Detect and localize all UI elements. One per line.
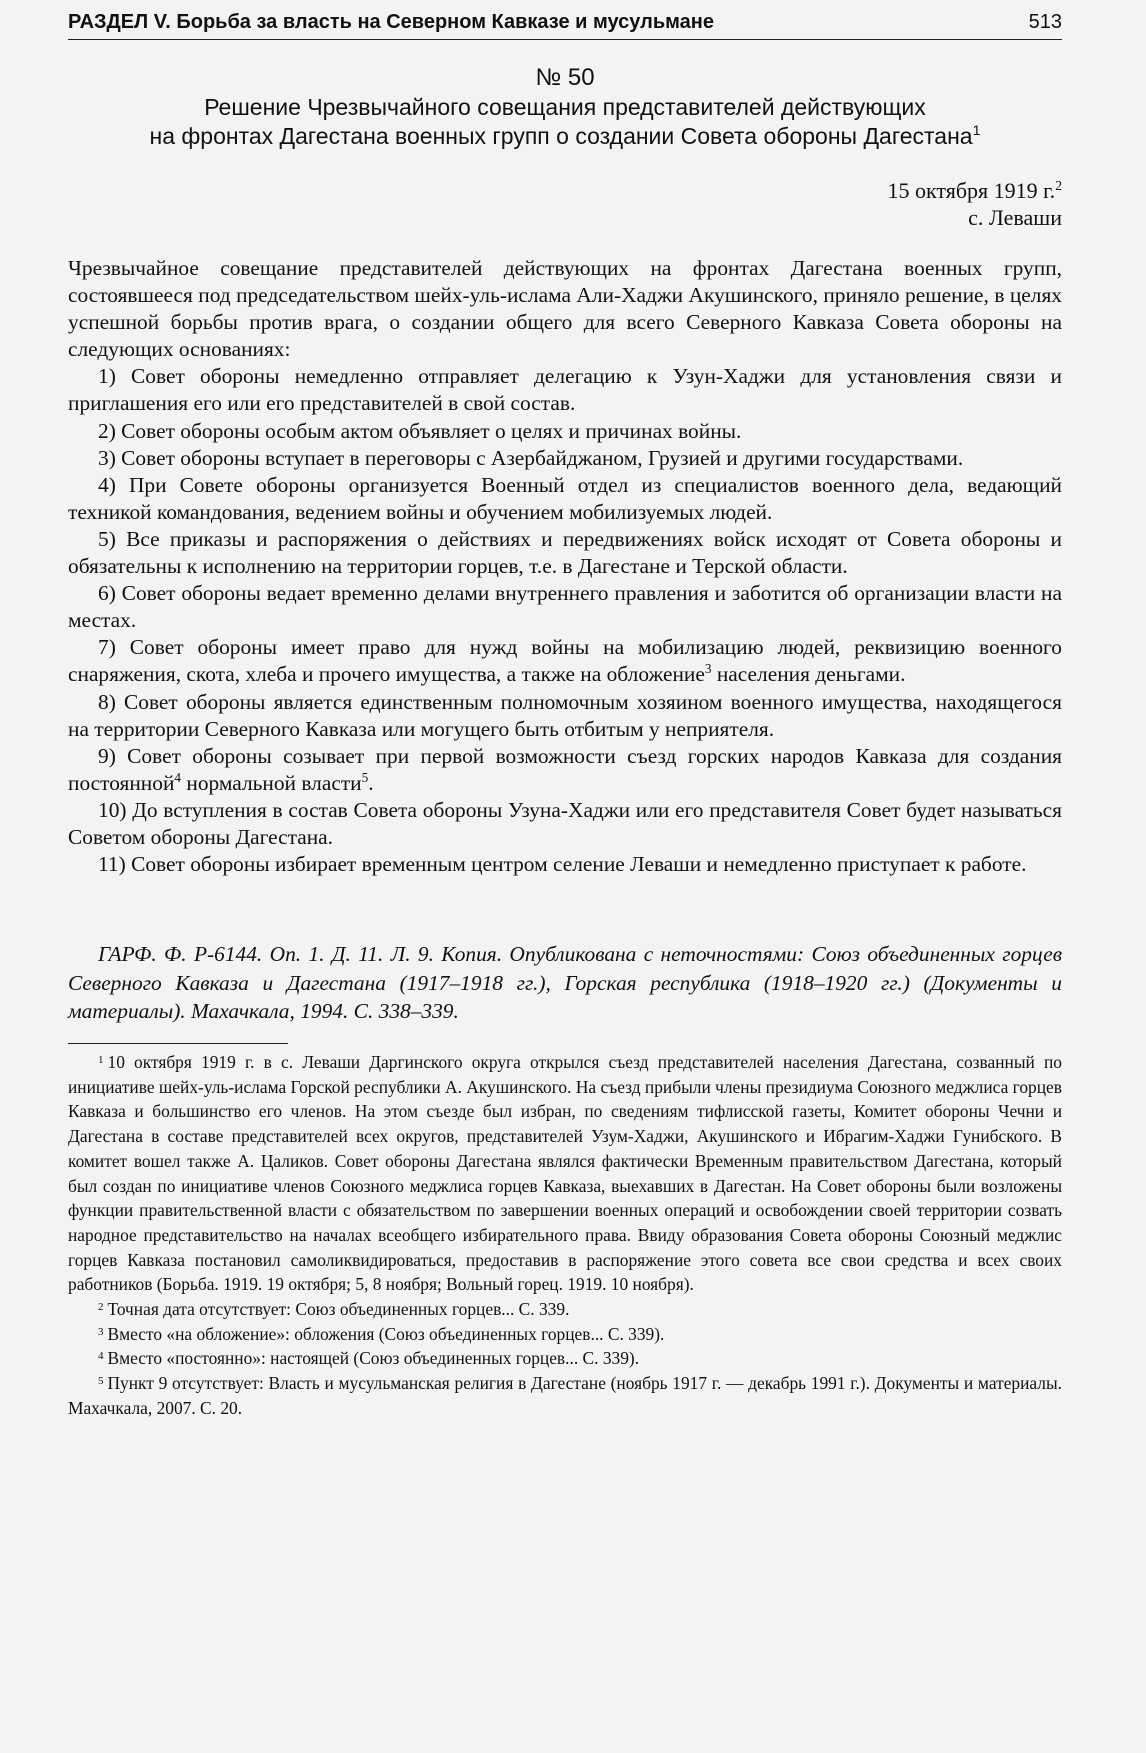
title-line-2-text: на фронтах Дагестана военных групп о создании Совета обороны Дагестана — [149, 122, 973, 149]
clause-6: 6) Совет обороны ведает временно делами внутреннего правления и заботится об организации власти на местах. — [68, 581, 1062, 633]
footnote-3 — [68, 1322, 1062, 1347]
document-title — [68, 93, 1062, 150]
footnote-mark: 1 — [98, 1054, 104, 1066]
footnote-mark: 4 — [98, 1350, 104, 1363]
clause-10: 10) До вступления в состав Совета обороны Узуна-Хаджи или его представителя Совет будет называться Советом обороны Дагестана. — [68, 797, 1062, 849]
clause-9-text-a: 9) Совет обороны созывает при первой возможности съезд горских народов Кавказа для создания постоянной — [68, 743, 1062, 795]
footnote-5 — [68, 1371, 1062, 1420]
header-divider — [68, 39, 1062, 40]
date-footnote-ref[interactable]: 2 — [1055, 177, 1062, 193]
footnote-text: Вместо «на обложение»: обложения (Союз объединенных горцев... С. 339). — [107, 1323, 665, 1344]
page-number: 513 — [1028, 11, 1062, 33]
footnote-mark: 5 — [98, 1375, 104, 1388]
clause-7-footnote-ref[interactable]: 3 — [704, 661, 712, 677]
title-footnote-ref[interactable]: 1 — [972, 122, 981, 139]
footnote-mark: 3 — [98, 1325, 104, 1338]
clause-7-text-b: населения деньгами. — [711, 662, 906, 687]
footnote-text: Точная дата отсутствует: Союз объединенных горцев... С. 339. — [107, 1299, 570, 1320]
clause-11: 11) Совет обороны избирает временным центром селение Леваши и немедленно приступает к работе. — [98, 852, 1027, 877]
clause-2: 2) Совет обороны особым актом объявляет о целях и причинах войны. — [98, 418, 742, 443]
clause-1: 1) Совет обороны немедленно отправляет делегацию к Узун-Хаджи для установления связи и приглашения его или его представителей в свой состав. — [68, 364, 1062, 416]
footnote-divider — [68, 1043, 288, 1044]
document-place: с. Леваши — [968, 205, 1062, 230]
title-line-2 — [68, 122, 1062, 151]
document-number: № 50 — [535, 64, 595, 91]
clause-8: 8) Совет обороны является единственным полномочным хозяином военного имущества, находящегося на территории Северного Кавказа или могущего быть отбитым у неприятеля. — [68, 689, 1062, 741]
archival-source: ГАРФ. Ф. Р-6144. Оп. 1. Д. 11. Л. 9. Копия. Опубликована с неточностями: Союз объединенных горцев Северного Кавказа и Дагестана (1917–1918 гг.), Горская республика (1918–1920 гг.) (Документы и материалы). Махачкала, 1994. С. 338–339. — [68, 942, 1062, 1023]
clause-9 — [68, 743, 1062, 797]
document-date — [887, 177, 1062, 205]
clause-3: 3) Совет обороны вступает в переговоры с Азербайджаном, Грузией и другими государствами. — [98, 445, 964, 470]
clause-7 — [68, 634, 1062, 688]
section-title: РАЗДЕЛ V. Борьба за власть на Северном Кавказе и мусульмане — [68, 11, 715, 33]
clause-9-text-c: . — [368, 770, 374, 795]
clause-9-footnote-ref-b[interactable]: 5 — [361, 769, 369, 785]
clause-9-text-b: нормальной власти — [181, 770, 362, 795]
date-text: 15 октября 1919 г. — [887, 178, 1056, 203]
footnotes — [68, 1050, 1062, 1421]
clause-5: 5) Все приказы и распоряжения о действиях и передвижениях войск исходят от Совета обороны и обязательны к исполнению на территории горцев, т.е. в Дагестане и Терской области. — [68, 526, 1062, 579]
clause-4: 4) При Совете обороны организуется Военный отдел из специалистов военного дела, ведающий техникой командования, ведением войны и обучением мобилизуемых людей. — [68, 472, 1062, 524]
footnote-4 — [68, 1346, 1062, 1371]
intro-paragraph: Чрезвычайное совещание представителей действующих на фронтах Дагестана военных групп, состоявшееся под председательством шейх-уль-ислама Али-Хаджи Акушинского, приняло решение, в целях успешной борьбы против врага, о создании общего для всего Северного Кавказа Совета обороны на следующих основаниях: — [68, 256, 1062, 362]
footnote-text: Пункт 9 отсутствует: Власть и мусульманская религия в Дагестане (ноябрь 1917 г. — декабрь 1991 г.). Документы и материалы. Махачкала, 2007. С. 20. — [68, 1373, 1062, 1418]
document-body — [68, 255, 1062, 878]
footnote-1 — [68, 1050, 1062, 1297]
footnote-text: 10 октября 1919 г. в с. Леваши Даргинского округа открылся съезд представителей населения Дагестана, созванный по инициативе шейх-уль-ислама Горской республики А. Акушинского. На съезд прибыли члены президиума Союзного меджлиса горцев Кавказа и большинство его членов. На этом съезде был избран, по сведениям тифлисской газеты, Комитет обороны Чечни и Дагестана в составе представителей всех округов, представителей Узум-Хаджи, Акушинского и Ибрагим-Хаджи Гунибского. В комитет вошел также А. Цаликов. Совет обороны Дагестана являлся фактически Временным правительством Дагестана, который был создан по инициативе членов Союзного меджлиса горцев Кавказа, выехавших в Дагестан. На Совет обороны были возложены функции правительственной власти с обязательством по завершении военных операций и освобождении своей территории созвать народное представительство на началах всеобщего избирательного права. Ввиду образования Совета обороны Союзный меджлис горцев Кавказа постановил самоликвидироваться, предоставив в распоряжение этого совета все свои средства и всех своих работников (Борьба. 1919. 19 октября; 5, 8 ноября; Вольный горец. 1919. 10 ноября). — [68, 1052, 1062, 1295]
title-line-1: Решение Чрезвычайного совещания представителей действующих — [204, 94, 926, 120]
footnote-mark: 2 — [98, 1301, 104, 1314]
running-header — [68, 10, 1062, 34]
footnote-text: Вместо «постоянно»: настоящей (Союз объединенных горцев... С. 339). — [107, 1348, 640, 1369]
clause-7-text-a: 7) Совет обороны имеет право для нужд войны на мобилизацию людей, реквизицию военного снаряжения, скота, хлеба и прочего имущества, а также на обложение — [68, 635, 1062, 687]
footnote-2 — [68, 1297, 1062, 1322]
clause-9-footnote-ref-a[interactable]: 4 — [174, 769, 182, 785]
